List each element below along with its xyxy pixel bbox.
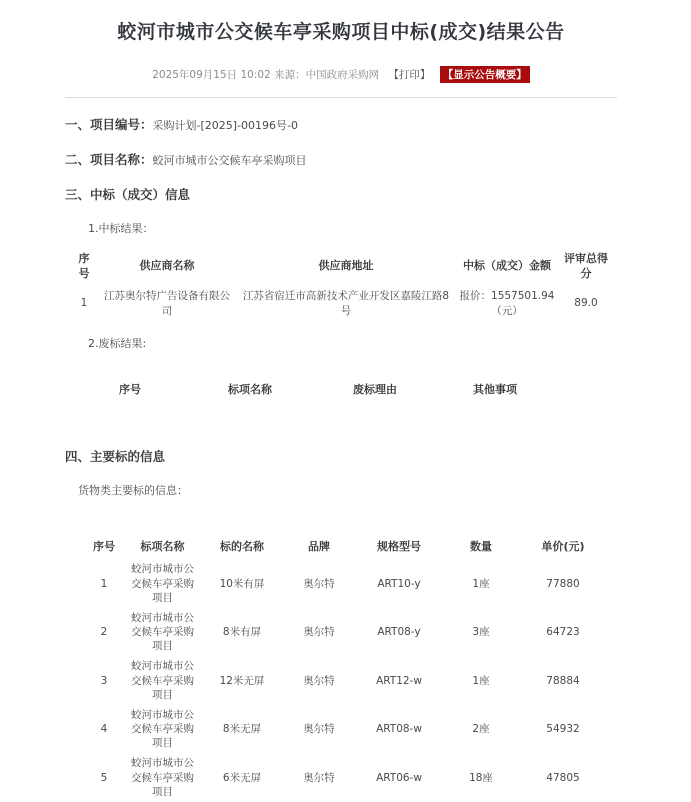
rejected-bid-table — [75, 381, 555, 430]
table-row — [83, 705, 608, 754]
goods-items-table — [83, 538, 608, 802]
col-header-spec-model: 规格型号 — [377, 539, 421, 553]
goods-subject-subheading: 货物类主要标的信息： — [78, 483, 188, 497]
cell-lot-name: 蛟河市城市公交候车亭采购项目 — [131, 660, 194, 701]
cell-quantity: 3座 — [472, 626, 490, 639]
project-name-value: 蛟河市城市公交候车亭采购项目 — [152, 153, 307, 167]
award-result-table — [71, 246, 613, 322]
meta-bar — [65, 66, 617, 83]
cell-unit-price: 54932 — [546, 723, 580, 736]
cell-quantity: 1座 — [472, 674, 490, 687]
table-row — [83, 559, 608, 608]
cell-award-amount: 报价：1557501.94（元） — [459, 290, 555, 317]
cell-brand: 奥尔特 — [303, 771, 335, 784]
cell-quantity: 18座 — [469, 771, 493, 784]
cell-lot-name: 蛟河市城市公交候车亭采购项目 — [131, 563, 194, 604]
cell-brand: 奥尔特 — [303, 577, 335, 590]
project-number-value: 采购计划-[2025]-00196号-0 — [152, 118, 298, 132]
section-project-number — [65, 115, 617, 133]
cell-lot-name: 蛟河市城市公交候车亭采购项目 — [131, 708, 194, 750]
cell-subject-name: 8米无屏 — [222, 723, 262, 736]
table-row — [83, 608, 608, 657]
table-row — [83, 753, 608, 802]
table-header-row — [75, 381, 555, 400]
col-header-other-matters: 其他事项 — [473, 382, 517, 396]
cell-unit-price: 47805 — [546, 771, 580, 784]
col-header-review-score: 评审总得分 — [564, 251, 608, 280]
main-subject-heading: 四、主要标的信息 — [65, 448, 166, 464]
col-header-lot-name: 标项名称 — [140, 539, 185, 553]
cell-subject-name: 12米无屏 — [219, 674, 265, 687]
cell-subject-name: 6米无屏 — [222, 771, 262, 784]
source-label: 来源：中国政府采购网 — [274, 68, 380, 81]
cell-unit-price: 64723 — [546, 626, 580, 639]
announcement-page — [65, 0, 617, 802]
cell-seq: 5 — [100, 771, 108, 784]
col-header-rejection-reason: 废标理由 — [353, 382, 397, 396]
col-header-quantity: 数量 — [470, 539, 492, 553]
print-button[interactable]: 【打印】 — [388, 68, 431, 81]
cell-brand: 奥尔特 — [303, 674, 335, 687]
cell-seq: 1 — [80, 297, 88, 310]
cell-spec-model: ART08-w — [376, 723, 422, 736]
col-header-seq: 序号 — [78, 251, 90, 280]
cell-subject-name: 10米有屏 — [219, 577, 265, 590]
award-result-subheading: 1.中标结果： — [88, 221, 154, 235]
divider — [65, 97, 617, 98]
project-name-label: 二、项目名称： — [65, 151, 153, 167]
col-header-brand: 品牌 — [308, 539, 330, 553]
cell-seq: 3 — [100, 674, 108, 687]
section-project-name — [65, 150, 617, 168]
cell-seq: 4 — [100, 723, 108, 736]
cell-spec-model: ART06-w — [376, 771, 422, 784]
table-row — [71, 285, 613, 321]
rejected-result-subheading: 2.废标结果: — [88, 336, 147, 350]
cell-supplier-name: 江苏奥尔特广告设备有限公司 — [104, 290, 230, 317]
page-title: 蛟河市城市公交候车亭采购项目中标(成交)结果公告 — [117, 21, 565, 43]
cell-lot-name: 蛟河市城市公交候车亭采购项目 — [131, 611, 194, 653]
cell-brand: 奥尔特 — [303, 723, 335, 736]
col-header-seq: 序号 — [93, 539, 115, 553]
col-header-unit-price: 单价(元) — [541, 539, 585, 553]
col-header-supplier-name: 供应商名称 — [139, 259, 195, 273]
show-summary-button[interactable]: 【显示公告概要】 — [440, 66, 530, 83]
col-header-supplier-address: 供应商地址 — [318, 259, 374, 273]
section-main-subject — [65, 447, 617, 465]
award-info-heading: 三、中标（成交）信息 — [65, 186, 191, 202]
empty-table-row — [75, 400, 555, 430]
cell-brand: 奥尔特 — [303, 626, 335, 639]
table-header-row — [71, 246, 613, 286]
col-header-seq: 序号 — [119, 382, 141, 396]
table-header-row — [83, 538, 608, 560]
cell-review-score: 89.0 — [574, 297, 598, 310]
project-number-label: 一、项目编号： — [65, 116, 153, 132]
cell-lot-name: 蛟河市城市公交候车亭采购项目 — [131, 757, 194, 798]
cell-unit-price: 77880 — [546, 577, 580, 590]
cell-subject-name: 8米有屏 — [222, 626, 262, 639]
cell-quantity: 1座 — [472, 577, 490, 590]
cell-supplier-address: 江苏省宿迁市高新技术产业开发区嘉陵江路8号 — [242, 290, 450, 317]
cell-spec-model: ART10-y — [377, 577, 421, 590]
col-header-lot-name: 标项名称 — [228, 382, 272, 396]
cell-spec-model: ART08-y — [377, 626, 421, 639]
cell-quantity: 2座 — [472, 723, 490, 736]
publish-datetime: 2025年09月15日 10:02 — [152, 68, 271, 81]
cell-unit-price: 78884 — [546, 674, 580, 687]
cell-spec-model: ART12-w — [376, 674, 422, 687]
col-header-subject-name: 标的名称 — [220, 539, 264, 553]
cell-seq: 1 — [100, 577, 108, 590]
cell-seq: 2 — [100, 626, 108, 639]
section-award-info — [65, 185, 617, 203]
table-row — [83, 656, 608, 705]
col-header-award-amount: 中标（成交）金额 — [463, 259, 551, 273]
